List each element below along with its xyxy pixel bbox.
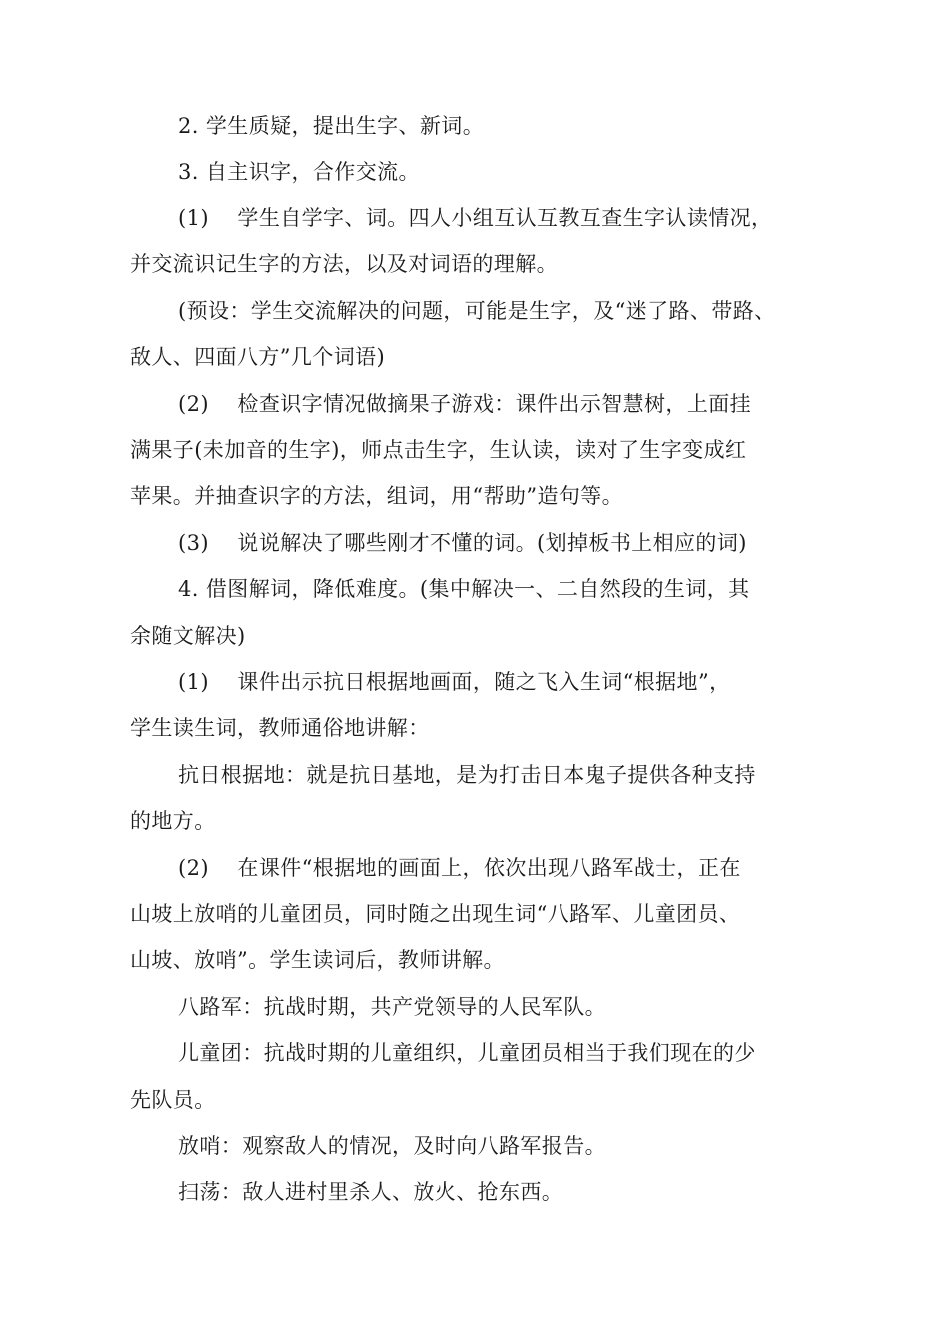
text-line-17: (2) 在课件“根据地的画面上，依次出现八路军战士，正在 <box>178 856 741 880</box>
text-line-4: 并交流识记生字的方法，以及对词语的理解。 <box>130 252 558 276</box>
text-line-10: (3) 说说解决了哪些刚才不懂的词。(划掉板书上相应的词) <box>178 531 747 555</box>
text-line-5: (预设：学生交流解决的问题，可能是生字，及“迷了路、带路、 <box>178 299 776 323</box>
text-line-11: 4. 借图解词，降低难度。(集中解决一、二自然段的生词，其 <box>178 577 750 601</box>
text-line-12: 余随文解决) <box>130 624 246 648</box>
text-line-19: 山坡、放哨”。学生读词后，教师讲解。 <box>130 948 505 972</box>
text-line-21: 儿童团：抗战时期的儿童组织，儿童团员相当于我们现在的少 <box>178 1041 756 1065</box>
text-line-7: (2) 检查识字情况做摘果子游戏：课件出示智慧树，上面挂 <box>178 392 752 416</box>
text-line-8: 满果子(未加音的生字)，师点击生字，生认读，读对了生字变成红 <box>130 438 747 462</box>
text-line-14: 学生读生词，教师通俗地讲解： <box>130 716 430 740</box>
text-line-20: 八路军：抗战时期，共产党领导的人民军队。 <box>178 995 606 1019</box>
text-line-13: (1) 课件出示抗日根据地画面，随之飞入生词“根据地”， <box>178 670 731 694</box>
text-line-2: 3. 自主识字，合作交流。 <box>178 160 420 184</box>
text-line-15: 抗日根据地：就是抗日基地，是为打击日本鬼子提供各种支持 <box>178 763 756 787</box>
text-line-16: 的地方。 <box>130 809 216 833</box>
text-line-24: 扫荡：敌人进村里杀人、放火、抢东西。 <box>178 1180 564 1204</box>
text-line-23: 放哨：观察敌人的情况，及时向八路军报告。 <box>178 1134 606 1158</box>
text-line-1: 2. 学生质疑，提出生字、新词。 <box>178 114 485 138</box>
text-line-3: (1) 学生自学字、词。四人小组互认互教互查生字认读情况， <box>178 206 773 230</box>
text-line-6: 敌人、四面八方”几个词语) <box>130 345 386 369</box>
text-line-9: 苹果。并抽查识字的方法，组词，用“帮助”造句等。 <box>130 484 624 508</box>
text-line-22: 先队员。 <box>130 1088 216 1112</box>
text-line-18: 山坡上放哨的儿童团员，同时随之出现生词“八路军、儿童团员、 <box>130 902 741 926</box>
